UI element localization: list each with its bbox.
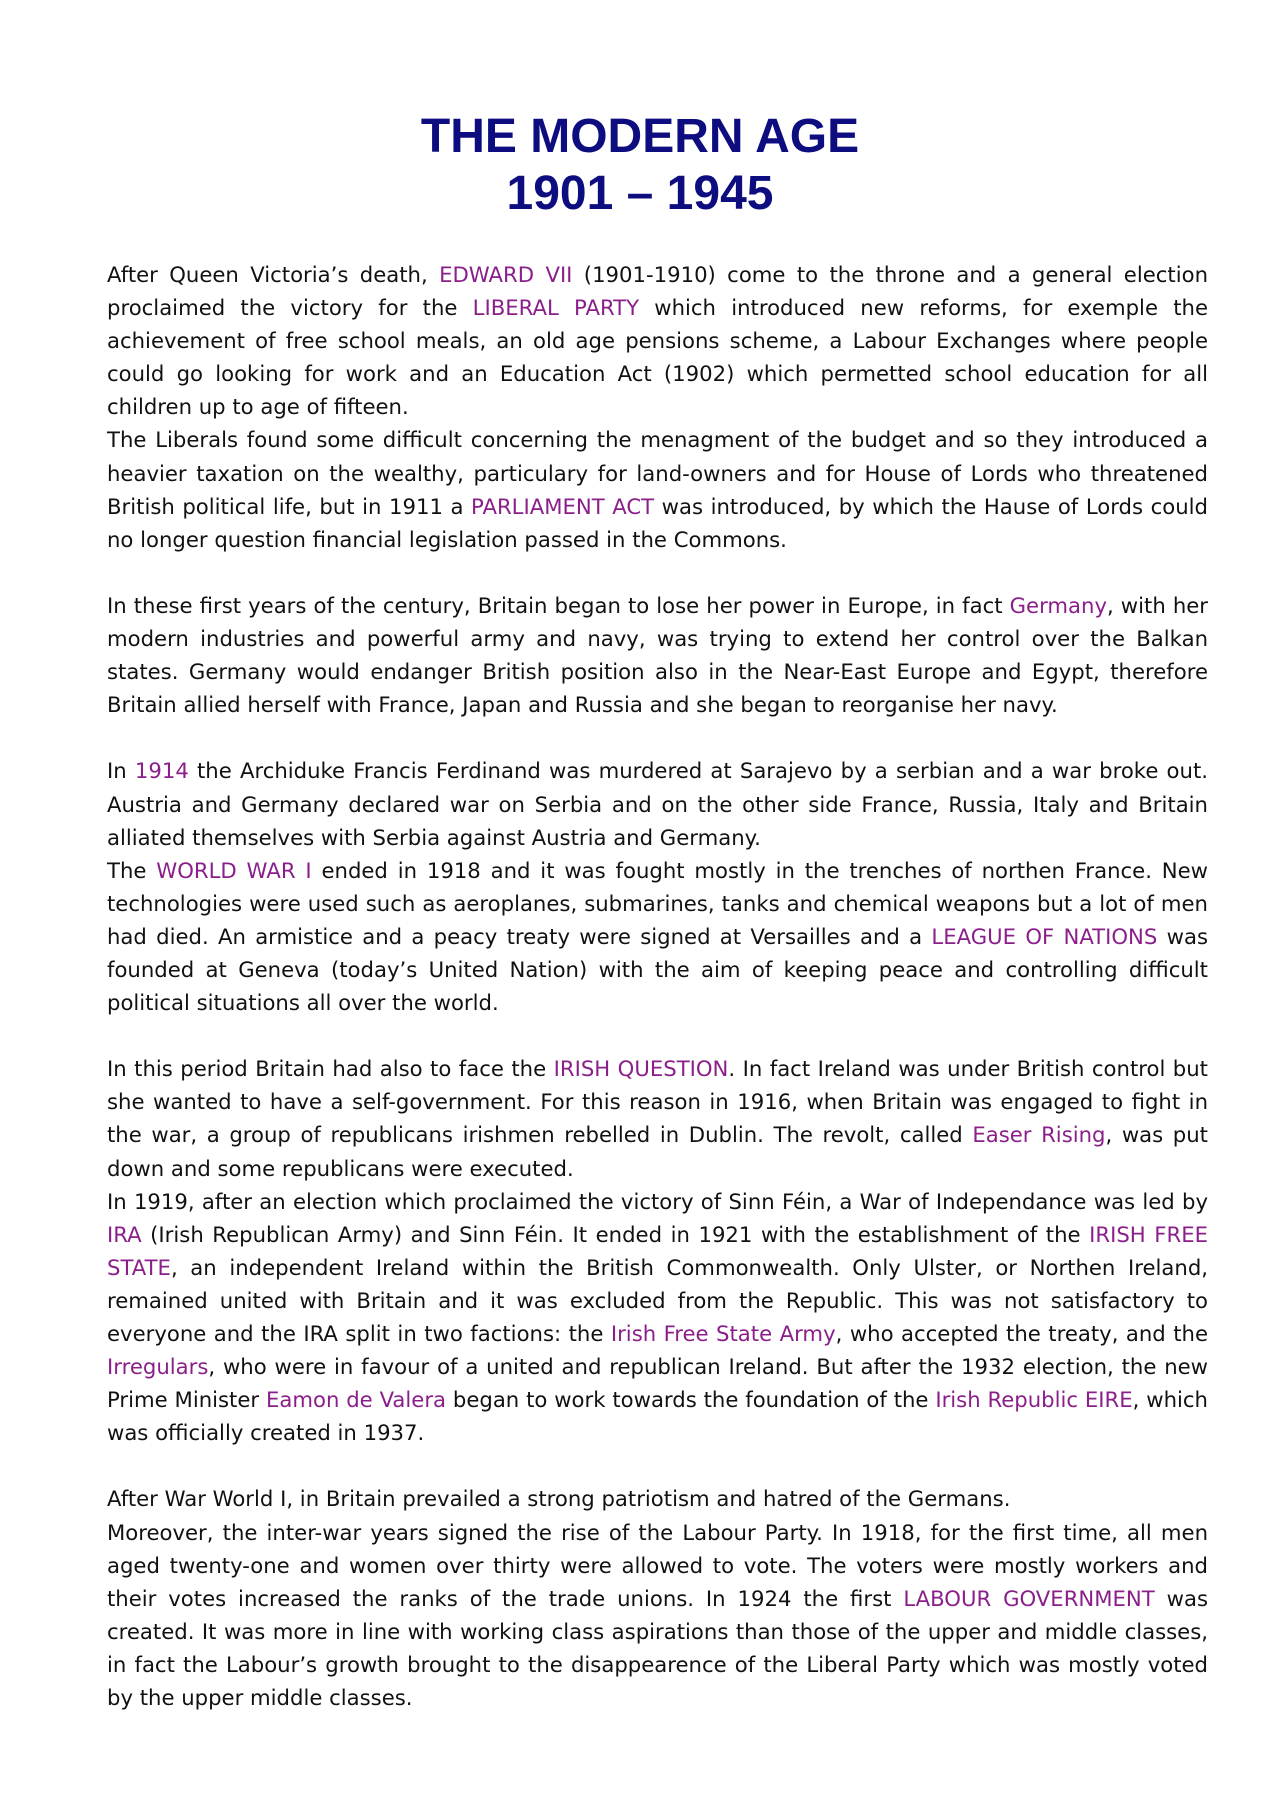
text-segment: , was put down and some republicans were executed. xyxy=(107,1122,1208,1181)
page-title xyxy=(0,108,1280,222)
text-segment: The xyxy=(107,857,157,883)
text-segment: was introduced, by which the Hause of Lords could no longer question financial legislation passed in the Commons. xyxy=(107,493,1208,552)
highlighted-term: EDWARD VII xyxy=(439,262,573,287)
highlighted-term: Irregulars xyxy=(107,1354,209,1380)
title-line-2: 1901 – 1945 xyxy=(506,167,774,220)
text-segment: , an independent Ireland within the British Commonwealth. Only Ulster, or Northen Ireland, remained united with Britain and it was excluded from the Republic. This was not satisfactory to everyone and the IRA split in two factions: the xyxy=(107,1254,1208,1346)
text-segment: the Archiduke Francis Ferdinand was murdered at Sarajevo by a serbian and a war broke out. Austria and Germany declared war on Serbia and on the other side France, Russia, Italy and Britain alliated themselves with Serbia against Austria and Germany. xyxy=(107,758,1208,850)
paragraph xyxy=(107,1185,1208,1450)
highlighted-term: WORLD WAR I xyxy=(156,857,312,883)
document-body xyxy=(107,258,1208,1714)
text-segment: began to work towards the foundation of the xyxy=(446,1387,936,1413)
text-segment: Moreover, the inter-war years signed the rise of the Labour Party. In 1918, for the first time, all men aged twenty-one and women over thirty were allowed to vote. The voters were mostly workers and their votes increased the ranks of the trade unions. In 1924 the first xyxy=(107,1519,1208,1611)
highlighted-term: IRISH QUESTION xyxy=(553,1056,729,1082)
text-segment: In 1919, after an election which proclaimed the victory of Sinn Féin, a War of Independance was led by xyxy=(107,1188,1208,1214)
highlighted-term: IRISH FREE STATE xyxy=(107,1221,1208,1280)
paragraph xyxy=(107,1052,1208,1184)
text-segment: In these first years of the century, Britain began to lose her power in Europe, in fact xyxy=(107,592,1010,618)
title-line-1: THE MODERN AGE xyxy=(420,110,860,163)
text-segment: After War World I, in Britain prevailed a strong patriotism and hatred of the Germans. xyxy=(107,1486,1011,1512)
text-segment: After Queen Victoria’s death, xyxy=(107,262,440,287)
text-segment: was founded at Geneva (today’s United Nation) with the aim of keeping peace and controlling difficult political situations all over the world. xyxy=(107,923,1208,1016)
highlighted-term: LABOUR GOVERNMENT xyxy=(903,1585,1155,1611)
text-segment: , who accepted the treaty, and the xyxy=(835,1321,1208,1346)
paragraph xyxy=(107,423,1208,555)
highlighted-term: Easer Rising xyxy=(972,1122,1106,1148)
text-segment: which introduced new reforms, for exemple the achievement of free school meals, an old age pensions scheme, a Labour Exchanges where people could go looking for work and an Education Act (1902) which permetted school education for all children up to age of fifteen. xyxy=(107,295,1208,420)
text-segment: (1901-1910) come to the throne and a general election proclaimed the victory for the xyxy=(107,262,1208,321)
text-segment: In this period Britain had also to face the xyxy=(107,1056,554,1082)
text-segment: The Liberals found some difficult concerning the menagment of the budget and so they introduced a heavier taxation on the wealthy, particulary for land-owners and for House of Lords who threatened British political life, but in 1911 a xyxy=(107,427,1208,519)
paragraph xyxy=(107,589,1208,721)
paragraph xyxy=(107,854,1208,1019)
highlighted-term: Germany xyxy=(1009,592,1107,618)
highlighted-term: LEAGUE OF NATIONS xyxy=(931,923,1158,949)
text-segment: , who were in favour of a united and republican Ireland. But after the 1932 election, the new Prime Minister xyxy=(107,1354,1208,1413)
text-segment: . In fact Ireland was under British control but she wanted to have a self-government. For this reason in 1916, when Britain was engaged to fight in the war, a group of republicans irishmen rebelled in Dublin. The revolt, called xyxy=(107,1056,1208,1148)
paragraph xyxy=(107,1482,1208,1515)
paragraph xyxy=(107,754,1208,853)
text-segment: was created. It was more in line with working class aspirations than those of the upper and middle classes, in fact the Labour’s growth brought to the disappearence of the Liberal Party which was mostly voted by the upper middle classes. xyxy=(107,1585,1208,1711)
text-segment: (Irish Republican Army) and Sinn Féin. It ended in 1921 with the establishment of the xyxy=(141,1221,1090,1247)
highlighted-term: Irish Free State Army xyxy=(610,1321,836,1346)
paragraph xyxy=(107,258,1208,423)
highlighted-term: IRA xyxy=(107,1221,142,1247)
highlighted-term: Irish Republic EIRE xyxy=(935,1387,1133,1413)
text-segment: , with her modern industries and powerful army and navy, was trying to extend her control over the Balkan states. Germany would endanger British position also in the Near-East Europe and Egypt, therefore Britain allied herself with France, Japan and Russia and she began to reorganise her navy. xyxy=(107,592,1208,718)
highlighted-term: Eamon de Valera xyxy=(265,1387,447,1413)
text-segment: , which was officially created in 1937. xyxy=(107,1387,1208,1446)
highlighted-term: PARLIAMENT ACT xyxy=(471,493,655,519)
text-segment: ended in 1918 and it was fought mostly in the trenches of northen France. New technologies were used such as aeroplanes, submarines, tanks and chemical weapons but a lot of men had died. An armistice and a peacy treaty were signed at Versailles and a xyxy=(107,857,1208,949)
paragraph xyxy=(107,1516,1208,1715)
text-segment: In xyxy=(107,758,135,784)
highlighted-term: 1914 xyxy=(134,758,189,784)
highlighted-term: LIBERAL PARTY xyxy=(472,295,640,321)
